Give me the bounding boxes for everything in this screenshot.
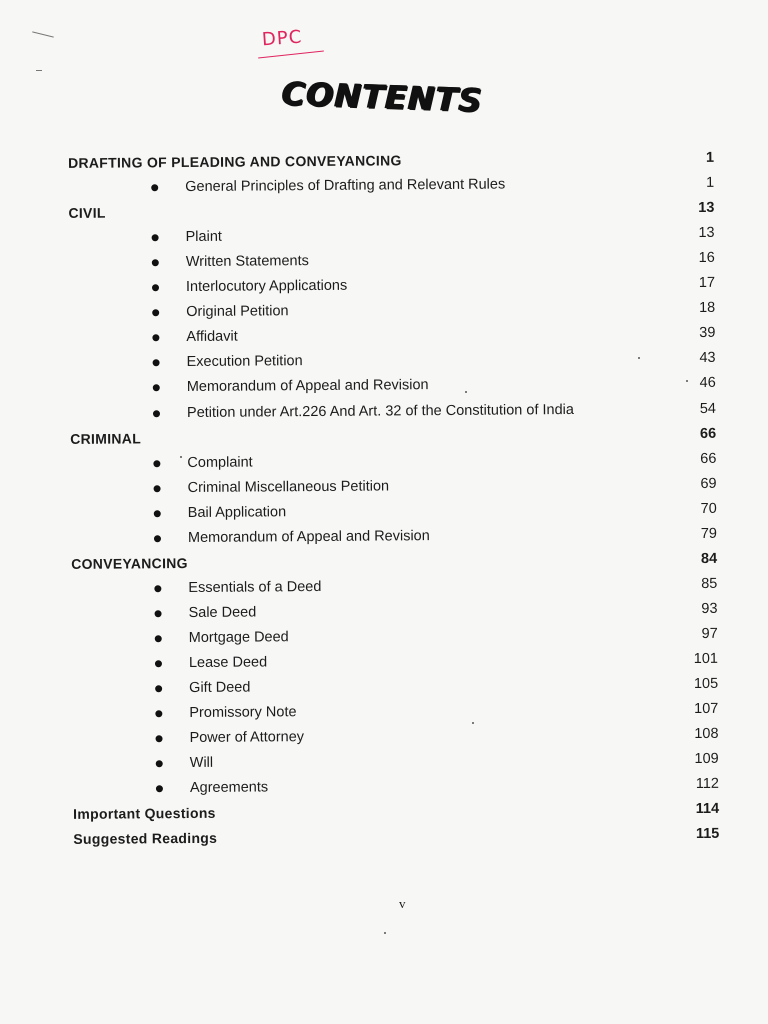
- toc-page-number: 112: [695, 776, 719, 793]
- toc-page-number: 13: [698, 199, 715, 217]
- bullet-icon: [152, 259, 159, 266]
- toc-page-number: 85: [701, 575, 718, 592]
- toc-item-label: Petition under Art.226 And Art. 32 of the Constitution of India: [186, 401, 574, 421]
- toc-page-number: 105: [693, 675, 719, 693]
- bullet-icon: [152, 310, 159, 317]
- toc-page-number: 39: [699, 325, 716, 342]
- toc-page-number: 84: [700, 550, 718, 567]
- page-number-footer: v: [399, 896, 406, 911]
- toc-page-number: 109: [694, 751, 719, 768]
- bullet-icon: [154, 585, 161, 592]
- toc-item-label: Written Statements: [185, 253, 309, 271]
- toc-page-number: 115: [695, 826, 720, 843]
- bullet-icon: [152, 284, 159, 291]
- toc-page-number: 93: [701, 600, 718, 617]
- toc-item-label: Complaint: [187, 454, 253, 471]
- toc-page-number: 1: [705, 149, 715, 166]
- bullet-icon: [152, 234, 159, 241]
- toc-page-number: 66: [699, 425, 717, 442]
- bullet-icon: [154, 535, 161, 542]
- bullet-icon: [152, 335, 159, 342]
- bullet-icon: [151, 184, 158, 191]
- toc-item-label: Original Petition: [186, 303, 289, 321]
- toc-section-title: CIVIL: [68, 204, 106, 222]
- scan-speck: [638, 357, 640, 359]
- toc-page-number: 16: [698, 250, 715, 267]
- toc-item-label: Memorandum of Appeal and Revision: [186, 377, 429, 396]
- toc-section-title: Suggested Readings: [73, 830, 218, 848]
- bullet-icon: [153, 360, 160, 367]
- toc-page-number: 107: [694, 700, 719, 718]
- toc-item-label: Promissory Note: [189, 704, 297, 722]
- bullet-icon: [155, 710, 162, 717]
- toc-item-label: Criminal Miscellaneous Petition: [187, 478, 390, 496]
- bullet-icon: [153, 460, 160, 467]
- toc-section-title: DRAFTING OF PLEADING AND CONVEYANCING: [67, 152, 402, 171]
- scan-speck: [686, 380, 688, 382]
- toc-item-label: Lease Deed: [188, 654, 268, 672]
- toc-item-label: Power of Attorney: [189, 729, 305, 747]
- toc-item-label: Will: [189, 755, 214, 772]
- bullet-icon: [155, 635, 162, 642]
- bullet-icon: [155, 610, 162, 617]
- scan-speck: [384, 932, 386, 934]
- toc-section-title: CONVEYANCING: [71, 554, 188, 572]
- bullet-icon: [155, 660, 162, 667]
- toc-item-label: Plaint: [185, 228, 222, 246]
- page-title: CONTENTS: [281, 74, 484, 120]
- toc-page-number: 114: [695, 801, 720, 818]
- toc-item-label: Interlocutory Applications: [185, 277, 348, 296]
- toc-page-number: 97: [701, 625, 718, 642]
- toc-page-number: 43: [699, 350, 716, 367]
- toc-item-label: Bail Application: [187, 503, 287, 521]
- toc-page-number: 101: [693, 650, 719, 668]
- scan-speck: [180, 456, 182, 458]
- scan-speck: [465, 391, 467, 393]
- bullet-icon: [153, 410, 160, 417]
- toc-page-number: 108: [694, 725, 719, 743]
- bullet-icon: [154, 510, 161, 517]
- toc-item-label: Gift Deed: [189, 679, 251, 697]
- handwritten-annotation: DPC: [261, 26, 303, 51]
- toc-section-title: Important Questions: [73, 805, 216, 823]
- bullet-icon: [153, 385, 160, 392]
- toc-page-number: 54: [699, 400, 717, 417]
- toc-page-number: 79: [700, 525, 718, 542]
- toc-page-number: 13: [698, 225, 715, 242]
- bullet-icon: [156, 760, 163, 767]
- toc-item-label: Memorandum of Appeal and Revision: [187, 527, 430, 546]
- toc-item-label: Affidavit: [186, 328, 238, 346]
- toc-item-label: General Principles of Drafting and Relevant Rules: [185, 176, 506, 196]
- scan-speck: [472, 722, 474, 724]
- toc-item-label: Execution Petition: [186, 353, 303, 371]
- bullet-icon: [156, 785, 163, 792]
- toc-item-label: Mortgage Deed: [188, 629, 289, 646]
- toc-item-label: Essentials of a Deed: [188, 578, 322, 596]
- toc-section-row: [5, 822, 768, 853]
- toc-page-number: 18: [698, 300, 716, 317]
- bullet-icon: [154, 485, 161, 492]
- toc-item-label: Sale Deed: [188, 604, 257, 621]
- toc-section-title: CRIMINAL: [70, 429, 142, 447]
- toc-page-number: 69: [700, 475, 717, 492]
- toc-page-number: 70: [700, 500, 717, 517]
- bullet-icon: [155, 685, 162, 692]
- toc-item-label: Agreements: [189, 779, 269, 797]
- toc-page-number: 66: [700, 450, 717, 467]
- toc-page-number: 17: [698, 275, 716, 292]
- toc-page-number: 1: [706, 174, 715, 191]
- bullet-icon: [156, 735, 163, 742]
- toc-page-number: 46: [699, 375, 716, 392]
